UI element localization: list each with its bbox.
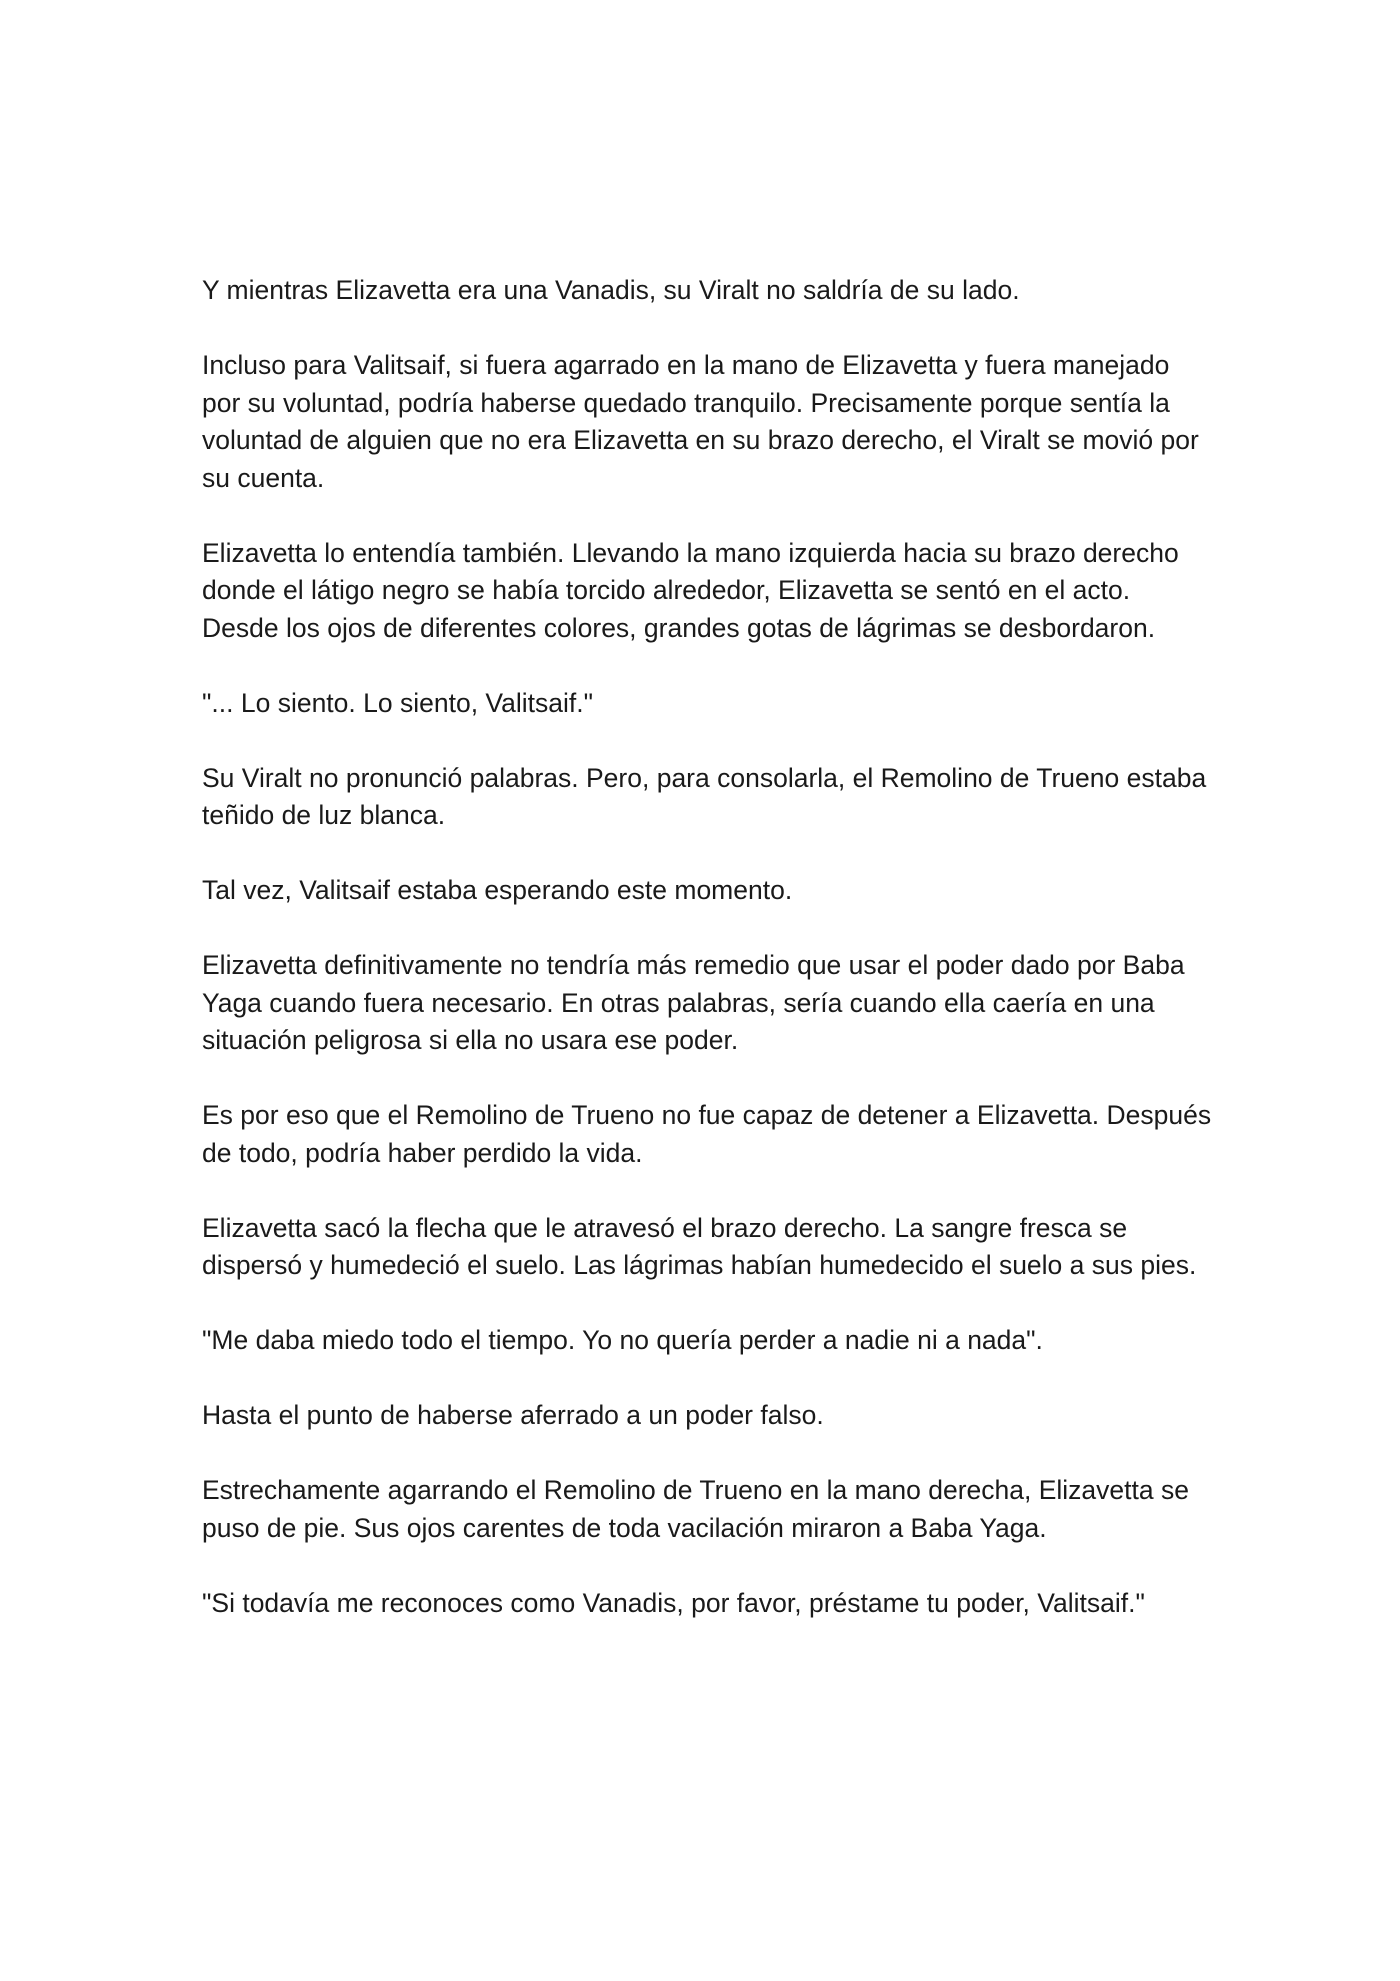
paragraph-4: "... Lo siento. Lo siento, Valitsaif." <box>202 687 594 718</box>
paragraph-13: "Si todavía me reconoces como Vanadis, por favor, préstame tu poder, Valitsaif." <box>202 1587 1145 1618</box>
paragraph-1: Y mientras Elizavetta era una Vanadis, su Viralt no saldría de su lado. <box>202 275 1020 305</box>
paragraph-2: Incluso para Valitsaif, si fuera agarrado en la mano de Elizavetta y fuera manejado por su voluntad, podría haberse quedado tranquilo. Precisamente porque sentía la voluntad de alguien que no era Elizavetta en su brazo derecho, el Viralt se movió por su cuenta. <box>202 350 1199 493</box>
paragraph-3: Elizavetta lo entendía también. Llevando la mano izquierda hacia su brazo derecho donde el látigo negro se había torcido alrededor, Elizavetta se sentó en el acto. Desde los ojos de diferentes colores, grandes gotas de lágrimas se desbordaron. <box>202 537 1179 643</box>
paragraph-6: Tal vez, Valitsaif estaba esperando este momento. <box>202 875 793 905</box>
paragraph-9: Elizavetta sacó la flecha que le atravesó el brazo derecho. La sangre fresca se dispersó y humedeció el suelo. Las lágrimas habían humedecido el suelo a sus pies. <box>202 1212 1197 1280</box>
paragraph-5: Su Viralt no pronunció palabras. Pero, para consolarla, el Remolino de Trueno estaba teñido de luz blanca. <box>202 762 1207 830</box>
paragraph-11: Hasta el punto de haberse aferrado a un poder falso. <box>202 1400 824 1430</box>
document-body <box>202 272 1212 1660</box>
paragraph-8: Es por eso que el Remolino de Trueno no fue capaz de detener a Elizavetta. Después de todo, podría haber perdido la vida. <box>202 1100 1212 1168</box>
paragraph-10: "Me daba miedo todo el tiempo. Yo no quería perder a nadie ni a nada". <box>202 1325 1043 1355</box>
paragraph-12: Estrechamente agarrando el Remolino de Trueno en la mano derecha, Elizavetta se puso de pie. Sus ojos carentes de toda vacilación miraron a Baba Yaga. <box>202 1475 1189 1543</box>
paragraph-7: Elizavetta definitivamente no tendría más remedio que usar el poder dado por Baba Yaga cuando fuera necesario. En otras palabras, sería cuando ella caería en una situación peligrosa si ella no usara ese poder. <box>202 950 1185 1055</box>
